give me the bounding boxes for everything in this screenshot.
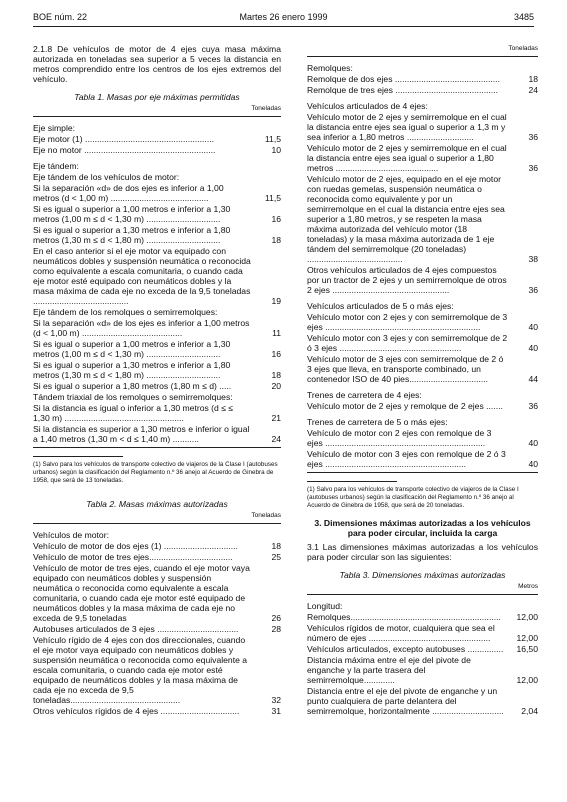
table-row (33, 134, 281, 144)
row-value: 38 (528, 254, 538, 264)
table2-caption: Tabla 2. Masas máximas autorizadas (86, 499, 228, 509)
row-value: 16 (271, 349, 281, 359)
table-row (33, 204, 281, 224)
table2-continued-body (307, 63, 538, 469)
left-column (33, 44, 281, 717)
row-label: Si es igual o superior a 1,30 metros e inferior a 1,80 metros (1,30 m ≤ d < 1,80 m) ............................... (33, 360, 231, 380)
table-row (33, 246, 281, 306)
row-label: Vehículo motor de 2 ejes y semirremolque en el cual la distancia entre ejes sea igual o superior a 1,80 metros ........................................... (307, 143, 507, 173)
row-value: 12,00 (516, 633, 538, 643)
row-value: 44 (528, 374, 538, 384)
row-value: 25 (271, 552, 281, 562)
section-3-title: 3. Dimensiones máximas autorizadas a los vehículos para poder circular, incluida la carga (314, 518, 531, 538)
row-label: Remolques............................................................... (307, 612, 501, 622)
footnote-1-right: (1) Salvo para los vehículos de transporte colectivo de viajeros de la Clase I (autobuses urbanos) según la clasificación del Reglamento n.º 36 anejo al Acuerdo de Ginebra de 1958, que será de 20 toneladas. (307, 486, 519, 509)
table-section-heading: Vehículos articulados de 5 o más ejes: (307, 301, 454, 311)
table-row (307, 644, 538, 654)
table-row (33, 624, 281, 634)
row-value: 31 (271, 706, 281, 716)
row-label: Otros vehículos rígidos de 4 ejes ................................. (33, 706, 240, 716)
row-value: 40 (528, 438, 538, 448)
table-row (307, 143, 538, 173)
table-row (33, 145, 281, 155)
table1-unit: Toneladas (33, 104, 281, 117)
table-row (33, 541, 281, 551)
table-row (307, 85, 538, 95)
row-label: Remolque de tres ejes ........................................... (307, 85, 499, 95)
intro-paragraph: 2.1.8 De vehículos de motor de 4 ejes cuya masa máxima autorizada en toneladas sea superior a 5 veces la distancia en metros comprendido entre los centros de los ejes extremos del vehículo. (33, 44, 281, 84)
row-value: 16 (271, 214, 281, 224)
table-row (33, 552, 281, 562)
row-label: Vehículo motor con 2 ejes y con semirremolque de 3 ejes ................................................................. (307, 312, 508, 332)
table2-unit: Toneladas (33, 511, 281, 524)
row-label: Eje tándem de los vehículos de motor: (33, 172, 180, 182)
row-label: Eje tándem de los remolques o semirremolques: (33, 307, 218, 317)
row-label: Si la distancia es superior a 1,30 metros e inferior o igual a 1,40 metros (1,30 m < d ≤ 1,40 m) ........... (33, 424, 250, 444)
table-section-heading: Vehículos de motor: (33, 530, 109, 540)
row-value: 11 (272, 328, 281, 338)
row-value: 36 (528, 132, 538, 142)
row-label: Vehículo de motor de dos ejes (1) ............................... (33, 541, 238, 551)
table-row (33, 318, 281, 338)
row-label: Vehículo de motor con 2 ejes con remolque de 3 ejes ................................................................... (307, 428, 492, 448)
table-row (307, 312, 538, 332)
row-label: Eje motor (1) ...................................................... (33, 134, 214, 144)
table-row (307, 401, 538, 411)
row-value: 40 (528, 322, 538, 332)
table1-bottom-rule (33, 447, 281, 448)
table-row (33, 225, 281, 245)
table-row (33, 563, 281, 623)
row-label: Si la distancia es igual o inferior a 1,30 metros (d ≤ ≤ 1,30 m) .................................................. (33, 403, 234, 423)
table-row (33, 360, 281, 380)
header-date: Martes 26 enero 1999 (239, 12, 328, 22)
row-value: 2,04 (521, 706, 538, 716)
row-label: Distancia entre el eje del pivote de enganche y un punto cualquiera de parte delantera del semirremolque, horizontalmente .............................. (307, 686, 504, 716)
row-value: 18 (271, 370, 281, 380)
row-label: Vehículo de motor de tres ejes................................... (33, 552, 233, 562)
row-label: Otros vehículos articulados de 4 ejes compuestos por un tractor de 2 ejes y un semirremolque de otros 2 ejes ................................................. (307, 265, 507, 295)
row-value: 36 (528, 401, 538, 411)
table-row (33, 381, 281, 391)
row-label: Vehículo de motor con 3 ejes con remolque de 2 ó 3 ejes ........................................................... (307, 449, 506, 469)
row-value: 36 (528, 285, 538, 295)
table-row (307, 333, 538, 353)
row-value: 36 (528, 163, 538, 173)
table-section-heading: Trenes de carretera de 5 o más ejes: (307, 417, 448, 427)
row-label: Remolque de dos ejes ............................................ (307, 74, 500, 84)
table-row (33, 403, 281, 423)
row-value: 20 (271, 381, 281, 391)
table-row (33, 172, 281, 182)
header-journal: BOE núm. 22 (33, 12, 88, 22)
table1-body (33, 123, 281, 444)
table-row (307, 428, 538, 448)
header-rule (33, 26, 534, 27)
row-value: 12,00 (516, 675, 538, 685)
table-row (307, 655, 538, 685)
table-row (307, 354, 538, 384)
table-section-heading: Eje simple: (33, 123, 76, 133)
row-label: Vehículos rígidos de motor, cualquiera que sea el número de ejes ................................................... (307, 623, 495, 643)
row-value: 26 (271, 613, 281, 623)
table-row (307, 265, 538, 295)
row-value: 19 (271, 296, 281, 306)
row-label: Vehículo motor con 3 ejes y con semirremolque de 2 ó 3 ejes ................................................... (307, 333, 508, 353)
table-section-heading: Remolques: (307, 63, 353, 73)
row-value: 10 (271, 145, 281, 155)
table-row (33, 635, 281, 705)
table-row (307, 623, 538, 643)
row-value: 18 (528, 74, 538, 84)
table1-caption: Tabla 1. Masas por eje máximas permitidas (74, 92, 240, 102)
table3-unit: Metros (307, 582, 538, 595)
row-value: 11,5 (264, 134, 281, 144)
footnote-rule (33, 456, 123, 457)
table-section-heading: Eje tándem: (33, 161, 79, 171)
row-value: 40 (528, 343, 538, 353)
row-label: Vehículos articulados, excepto autobuses ............... (307, 644, 504, 654)
table-row (307, 612, 538, 622)
row-value: 28 (271, 624, 281, 634)
table-row (33, 706, 281, 716)
table-row (307, 174, 538, 264)
row-label: Vehículo motor de 2 ejes y remolque de 2 ejes ....... (307, 401, 503, 411)
row-value: 16,50 (516, 644, 538, 654)
row-label: Eje no motor ....................................................... (33, 145, 216, 155)
row-label: Vehículo motor de 3 ejes con semirremolque de 2 ó 3 ejes que lleva, en transporte combinado, un contenedor ISO de 40 pies................................. (307, 354, 504, 384)
row-value: 24 (271, 434, 281, 444)
footnote-1: (1) Salvo para los vehículos de transporte colectivo de viajeros de la Clase I (autobuses urbanos) según la clasificación del Reglamento n.º 36 anejo al Acuerdo de Ginebra de 1958, que será de 13 toneladas. (33, 461, 278, 484)
table-section-heading: Vehículos articulados de 4 ejes: (307, 101, 428, 111)
footnote-rule (307, 481, 397, 482)
table-row (307, 112, 538, 142)
row-label: Si la separación «d» de los ejes es inferior a 1,00 metros (d < 1,00 m) .......................................... (33, 318, 250, 338)
row-label: Si es igual o superior a 1,00 metros e inferior a 1,30 metros (1,00 m ≤ d < 1,30 m) ............................... (33, 204, 231, 224)
row-label: Tándem triaxial de los remolques o semirremolques: (33, 392, 233, 402)
row-label: Si es igual o superior a 1,80 metros (1,80 m ≤ d) ..... (33, 381, 232, 391)
right-column (307, 44, 538, 717)
table2-continued-unit: Toneladas (307, 44, 538, 57)
row-value: 24 (528, 85, 538, 95)
row-value: 21 (271, 413, 281, 423)
row-value: 18 (271, 541, 281, 551)
table-row (307, 74, 538, 84)
table-row (33, 392, 281, 402)
table-row (33, 307, 281, 317)
row-label: Si la separación «d» de dos ejes es inferior a 1,00 metros (d < 1,00 m) ......................................... (33, 183, 224, 203)
row-label: Vehículo motor de 2 ejes y semirremolque en el cual la distancia entre ejes sea igual o superior a 1,3 m y sea inferior a 1,80 metros ............................ (307, 112, 507, 142)
row-value: 18 (271, 235, 281, 245)
row-label: Vehículo motor de 2 ejes, equipado en el eje motor con ruedas gemelas, suspensión neumática o reconocida como equivalente y por un semirremolque en el cual la distancia entre ejes sea superior a 1,80 metros, y se respeten la masa máxima autorizada del vehículo motor (18 toneladas) y la masa máxima autorizada de 1 eje tándem del semirremolque (20 toneladas) ........................................ (307, 174, 505, 264)
row-label: Autobuses articulados de 3 ejes .................................. (33, 624, 239, 634)
row-label: En el caso anterior si el eje motor va equipado con neumáticos dobles y suspensión neumática o reconocida como equivalente a escala comunitaria, o cuando cada eje motor esté equipado con neumáticos dobles y la masa máxima de cada eje no exceda de la 9,5 toneladas ........................................ (33, 246, 251, 306)
table-row (33, 424, 281, 444)
table-row (307, 449, 538, 469)
table-row (307, 686, 538, 716)
row-label: Si es igual o superior a 1,00 metros e inferior a 1,30 metros (1,00 m ≤ d < 1,30 m) ............................... (33, 339, 231, 359)
header-page-number: 3485 (513, 12, 534, 22)
row-value: 40 (528, 459, 538, 469)
table-row (33, 339, 281, 359)
table-section-heading: Trenes de carretera de 4 ejes: (307, 390, 422, 400)
table2-bottom-rule (307, 472, 538, 473)
page-header (33, 12, 534, 24)
row-value: 12,00 (516, 612, 538, 622)
row-label: Distancia máxima entre el eje del pivote de enganche y la parte trasera del semirremolque............. (307, 655, 471, 685)
row-label: Si es igual o superior a 1,30 metros e inferior a 1,80 metros (1,30 m ≤ d < 1,80 m) ............................... (33, 225, 231, 245)
section-3-1: 3.1 Las dimensiones máximas autorizadas a los vehículos para poder circular son las siguientes: (307, 542, 538, 562)
row-value: 32 (271, 695, 281, 705)
row-label: Vehículo de motor de tres ejes, cuando el eje motor vaya equipado con neumáticos dobles y suspensión neumática o reconocida como equivalente a escala comunitaria, o cuando cada eje motor esté equipado de neumáticos dobles y la masa máxima de cada eje no exceda de 9,5 toneladas (33, 563, 250, 623)
table3-body (307, 601, 538, 716)
table-row (33, 183, 281, 203)
table-section-heading: Longitud: (307, 601, 343, 611)
table3-caption: Tabla 3. Dimensiones máximas autorizadas (339, 570, 506, 580)
row-label: Vehículo rígido de 4 ejes con dos direccionales, cuando el eje motor vaya equipado con neumáticos dobles y suspensión neumática o reconocida como equivalente a escala comunitaria, o cuando cada eje motor esté equipado de neumáticos dobles y la masa máxima de cada eje no exceda de 9,5 toneladas.............................................. (33, 635, 248, 705)
row-value: 11,5 (264, 193, 281, 203)
table2-body (33, 530, 281, 716)
